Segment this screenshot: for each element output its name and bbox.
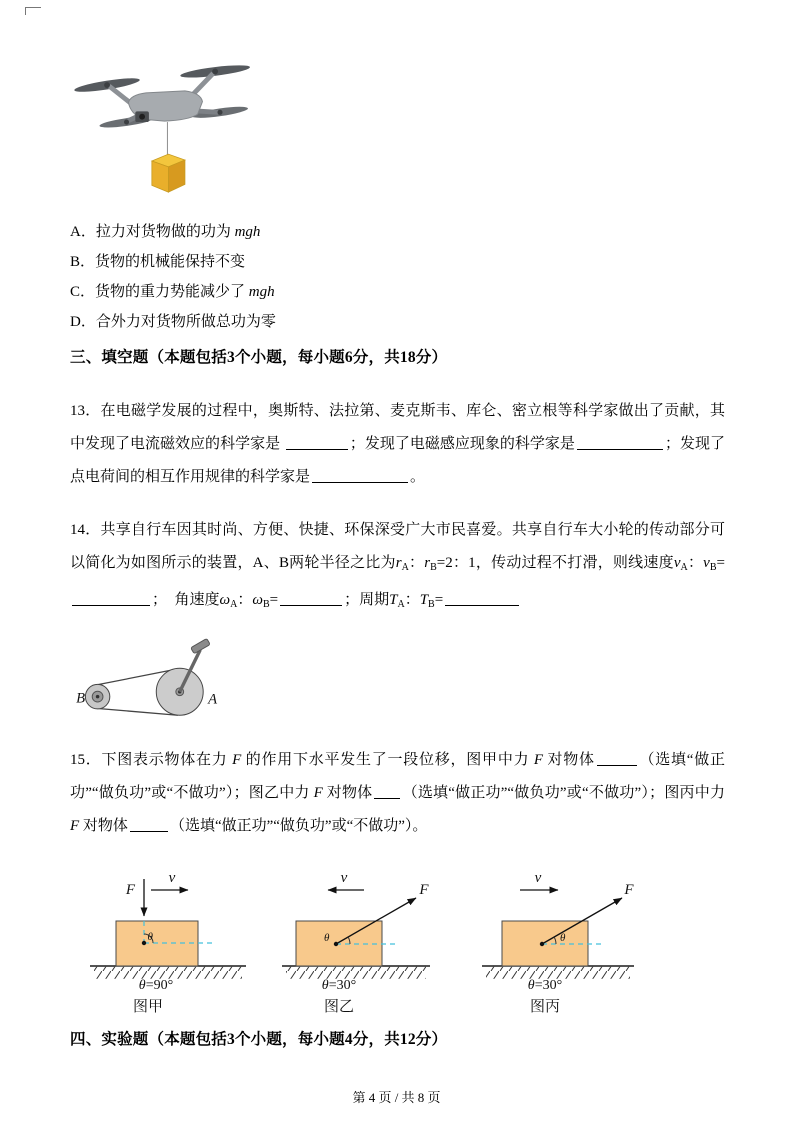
- center-dot: [142, 941, 146, 945]
- text-run: 。: [410, 469, 426, 485]
- center-dot: [334, 942, 338, 946]
- question-15: [70, 744, 725, 843]
- option-b: [70, 247, 793, 277]
- drone-package-illustration: [72, 46, 257, 202]
- force-diagram-yi: [278, 863, 448, 1015]
- text-run: 14．共享自行车因其时尚、方便、快捷、环保深受广大市民喜爱。共享自行车大小轮的传动部分可以简化为如图所示的装置，A、B两轮半径之比为: [70, 522, 725, 571]
- wheel-figure: [70, 637, 793, 730]
- text-run: A．拉力对货物做的功为: [70, 224, 235, 240]
- belt-wheel-diagram: [70, 637, 266, 725]
- diagram-caption: 图甲: [132, 999, 164, 1015]
- text-run: （选填“做正功”“做负功”或“不做功”）。: [169, 818, 428, 834]
- velocity-label: v: [168, 870, 176, 886]
- text-run: ：: [404, 592, 420, 608]
- wheel-A-label: A: [208, 691, 218, 708]
- text-run: 对物体: [543, 752, 595, 768]
- text-run: ；发现了点电荷间的相互作用规律的科学家是: [70, 436, 725, 485]
- text-run: ；周期: [344, 592, 390, 608]
- option-c: [70, 277, 793, 307]
- option-a: [70, 217, 793, 247]
- motor-hub: [124, 120, 129, 125]
- text-run: 对物体: [79, 818, 128, 834]
- answer-blank: [286, 435, 348, 450]
- text-run: ：: [237, 592, 253, 608]
- math-variable: ω: [219, 592, 231, 608]
- text-run: =: [716, 555, 725, 571]
- math-subscript: A: [401, 562, 409, 573]
- answer-blank: [445, 591, 519, 606]
- force-label: F: [419, 882, 429, 898]
- text-run: ：: [687, 555, 704, 571]
- ground-hatching: [94, 967, 242, 979]
- math-variable: v: [673, 555, 681, 571]
- math-variable: v: [703, 555, 710, 571]
- math-variable: mgh: [234, 224, 261, 240]
- package-box: [152, 154, 185, 192]
- math-variable: F: [70, 818, 80, 834]
- text-run: C．货物的重力势能减少了: [70, 284, 249, 300]
- text-run: 13．在电磁学发展的过程中，奥斯特、法拉第、麦克斯韦、库仑、密立根等科学家做出了贡献，其中发现了电流磁效应的科学家是: [70, 403, 725, 452]
- answer-blank: [130, 817, 168, 832]
- math-variable: mgh: [248, 284, 275, 300]
- force-diagram-bing: [472, 863, 642, 1015]
- question-13: [70, 395, 725, 494]
- diagram-caption: 图丙: [529, 999, 561, 1015]
- text-run: 的作用下水平发生了一段位移，图甲中力: [241, 752, 534, 768]
- corner-mark: [25, 7, 41, 15]
- math-subscript: A: [397, 599, 405, 610]
- angle-value: θ=30°: [527, 978, 563, 993]
- math-subscript: B: [428, 599, 435, 610]
- text-run: （选填“做正功”“做负功”或“不做功”）；图乙中力: [70, 752, 725, 801]
- text-run: B．货物的机械能保持不变: [70, 254, 246, 270]
- answer-blank: [312, 468, 408, 483]
- math-subscript: B: [262, 599, 270, 610]
- page-footer: 第 4 页 / 共 8 页: [352, 1090, 441, 1105]
- text-run: ：: [408, 555, 425, 571]
- answer-blank: [597, 751, 637, 766]
- text-run: =: [434, 592, 444, 608]
- section-3-header: 三、填空题（本题包括3个小题，每小题6分，共18分）: [70, 349, 448, 366]
- text-run: ；发现了电磁感应现象的科学家是: [349, 436, 575, 452]
- wheel-B-label: B: [76, 690, 86, 707]
- answer-blank: [577, 435, 663, 450]
- answer-blank: [280, 591, 342, 606]
- math-variable: r: [395, 555, 402, 571]
- wheel-B-axle: [96, 695, 100, 699]
- velocity-label: v: [340, 870, 348, 886]
- math-subscript: A: [230, 599, 238, 610]
- angle-value: θ=30°: [321, 978, 357, 993]
- force-label: F: [125, 882, 135, 898]
- math-variable: T: [389, 592, 398, 608]
- answer-blank: [374, 784, 400, 799]
- ground-hatching: [286, 967, 426, 979]
- ground-hatching: [486, 967, 630, 979]
- force-diagram-jia: [84, 863, 254, 1015]
- theta-symbol: θ: [324, 932, 330, 944]
- force-figures: [84, 863, 793, 1015]
- math-variable: F: [232, 752, 242, 768]
- math-variable: F: [313, 785, 323, 801]
- math-subscript: B: [430, 562, 437, 573]
- question-14: [70, 514, 725, 621]
- section-4-header: 四、实验题（本题包括3个小题，每小题4分，共12分）: [70, 1031, 448, 1048]
- drone-figure: [72, 46, 793, 207]
- math-variable: ω: [252, 592, 263, 608]
- text-run: =2：1，传动过程不打滑，则线速度: [436, 555, 674, 571]
- force-label: F: [624, 882, 634, 898]
- math-variable: r: [424, 555, 431, 571]
- center-dot: [540, 942, 544, 946]
- box-front-face: [152, 161, 169, 192]
- motor-hub: [212, 69, 218, 75]
- camera-lens-icon: [139, 114, 145, 120]
- math-subscript: A: [680, 562, 688, 573]
- text-run: =: [269, 592, 279, 608]
- math-variable: T: [419, 592, 429, 608]
- diagram-caption: 图乙: [323, 999, 355, 1015]
- text-run: 对物体: [322, 785, 373, 801]
- answer-blank: [72, 591, 150, 606]
- velocity-label: v: [534, 870, 542, 886]
- angle-value: θ=90°: [138, 978, 174, 993]
- text-run: ； 角速度: [152, 592, 220, 608]
- text-run: D．合外力对货物所做总功为零: [70, 314, 276, 330]
- motor-hub: [217, 110, 222, 115]
- math-subscript: B: [709, 562, 717, 573]
- mc-options: [70, 217, 793, 337]
- theta-symbol: θ: [147, 931, 153, 943]
- theta-symbol: θ: [560, 932, 566, 944]
- motor-hub: [104, 82, 110, 88]
- text-run: 15．下图表示物体在力: [70, 752, 233, 768]
- math-variable: F: [533, 752, 543, 768]
- option-d: [70, 307, 793, 337]
- text-run: （选填“做正功”“做负功”或“不做功”）；图丙中力: [402, 785, 725, 801]
